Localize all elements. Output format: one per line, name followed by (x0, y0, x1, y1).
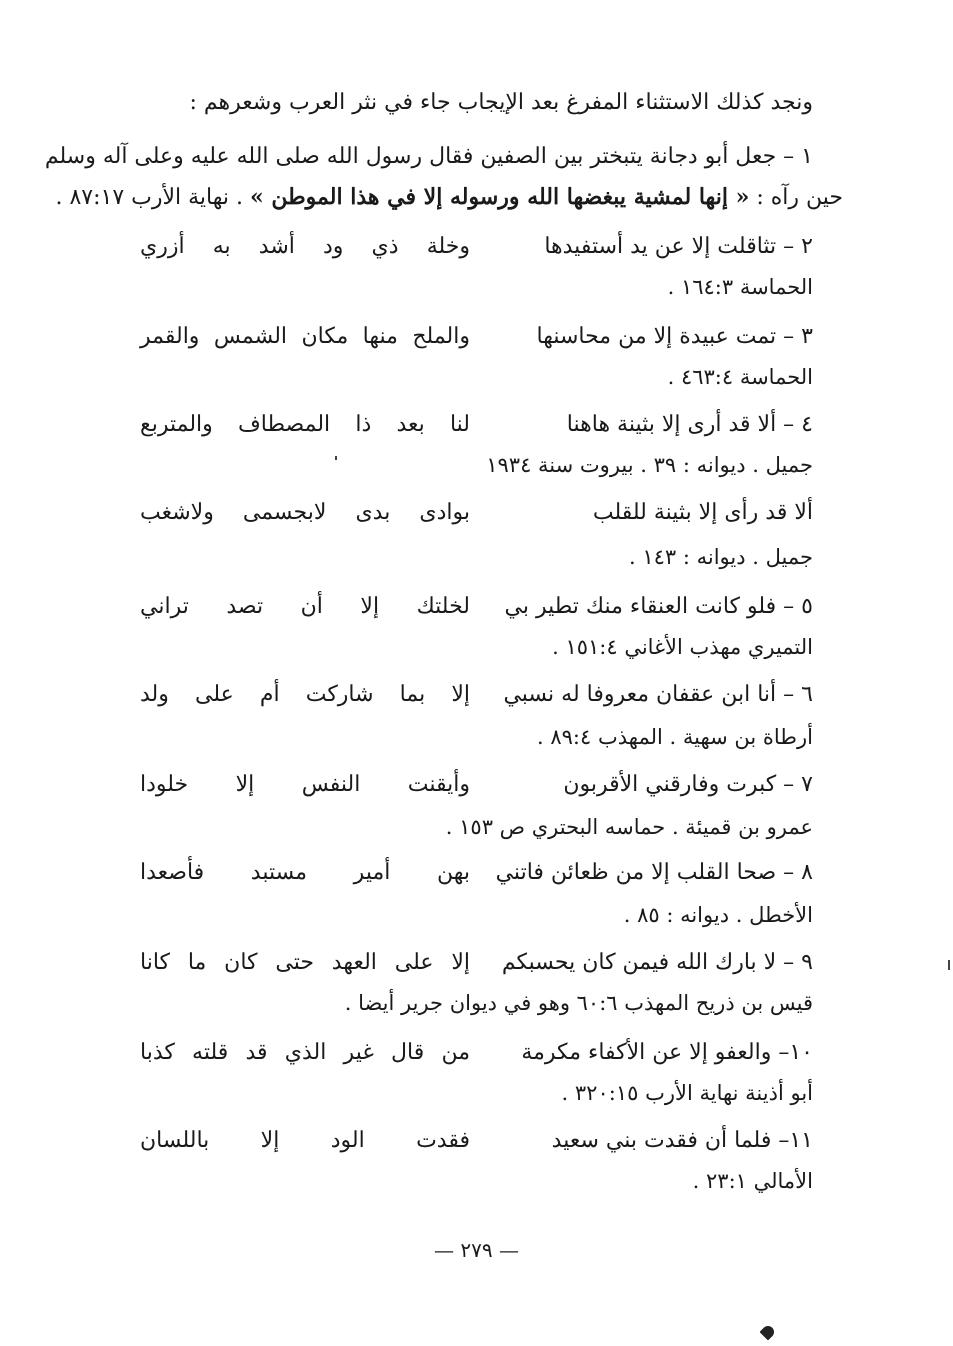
verse-source: الحماسة ٤٦٣:٤ . (667, 365, 813, 389)
verse-source: الأخطل . ديوانه : ٨٥ . (623, 903, 813, 927)
verse-second-hemistich: لنا بعد ذا المصطاف والمتربع (140, 412, 470, 437)
page-number: — ٢٧٩ — (434, 1238, 519, 1262)
item-1-hadith-quote: « إنها لمشية يبغضها الله ورسوله إلا في هذا الموطن » (250, 184, 750, 210)
verse-first-hemistich: ٤ – ألا قد أرى إلا بثينة هاهنا (566, 412, 813, 437)
verse-first-hemistich: ٥ – فلو كانت العنقاء منك تطير بي (504, 594, 813, 619)
verse-source: قيس بن ذريح المهذب ٦٠:٦ وهو في ديوان جرير أيضا . (344, 991, 813, 1015)
verse-second-hemistich: إلا بما شاركت أم على ولد (140, 682, 470, 707)
verse-line (140, 496, 813, 530)
verse-source: جميل . ديوانه : ٣٩ . بيروت سنة ١٩٣٤ (486, 453, 813, 477)
verse-second-hemistich: فقدت الود إلا باللسان (140, 1128, 470, 1153)
verse-second-hemistich: والملح منها مكان الشمس والقمر (140, 324, 470, 349)
verse-source: جميل . ديوانه : ١٤٣ . (628, 545, 813, 569)
verse-line (140, 1124, 813, 1158)
verse-first-hemistich: ٢ – تثاقلت إلا عن يد أستفيدها (544, 234, 813, 259)
verse-first-hemistich: ١٠– والعفو إلا عن الأكفاء مكرمة (521, 1040, 813, 1065)
verse-second-hemistich: بهن أمير مستبد فأصعدا (140, 860, 470, 885)
verse-second-hemistich: من قال غير الذي قد قلته كذبا (140, 1040, 470, 1065)
verse-first-hemistich: ٩ – لا بارك الله فيمن كان يحسبكم (501, 950, 813, 975)
ornament-mark (760, 1324, 777, 1341)
verse-line (140, 590, 813, 624)
verse-line (140, 768, 813, 802)
item-1-line-1: ١ – جعل أبو دجانة يتبختر بين الصفين فقال رسول الله صلى الله عليه وعلى آله وسلم (44, 144, 813, 169)
verse-source: الأمالي ٢٣:١ . (692, 1169, 813, 1193)
verse-first-hemistich: ألا قد رأى إلا بثينة للقلب (592, 500, 813, 525)
verse-source: الحماسة ١٦٤:٣ . (667, 275, 813, 299)
verse-line (140, 678, 813, 712)
verse-line (140, 408, 813, 442)
item-1-line-2 (55, 182, 843, 213)
verse-line (140, 1036, 813, 1070)
verse-line (140, 856, 813, 890)
verse-line (140, 946, 813, 980)
verse-first-hemistich: ٦ – أنا ابن عقفان معروفا له نسبي (503, 682, 813, 707)
intro-line: ونجد كذلك الاستثناء المفرغ بعد الإيجاب جاء في نثر العرب وشعرهم : (189, 90, 813, 115)
verse-second-hemistich: وخلة ذي ود أشد به أزري (140, 234, 470, 259)
verse-first-hemistich: ٨ – صحا القلب إلا من ظعائن فاتني (495, 860, 813, 885)
verse-source: التميري مهذب الأغاني ١٥١:٤ . (552, 635, 813, 659)
scan-speck (335, 456, 337, 460)
verse-line (140, 230, 813, 264)
verse-first-hemistich: ٣ – تمت عبيدة إلا من محاسنها (536, 324, 813, 349)
verse-second-hemistich: بوادى بدى لابجسمى ولاشغب (140, 500, 470, 525)
verse-first-hemistich: ١١– فلما أن فقدت بني سعيد (551, 1128, 813, 1153)
verse-second-hemistich: لخلتك إلا أن تصد تراني (140, 594, 470, 619)
verse-second-hemistich: وأيقنت النفس إلا خلودا (140, 772, 470, 797)
verse-source: عمرو بن قميئة . حماسه البحتري ص ١٥٣ . (445, 815, 813, 839)
scan-speck (948, 960, 950, 970)
verse-source: أرطاة بن سهية . المهذب ٨٩:٤ . (537, 725, 813, 749)
verse-source: أبو أذينة نهاية الأرب ٣٢٠:١٥ . (561, 1081, 813, 1105)
item-1-reference: . نهاية الأرب ٨٧:١٧ . (55, 185, 244, 210)
verse-second-hemistich: إلا على العهد حتى كان ما كانا (140, 950, 470, 975)
verse-first-hemistich: ٧ – كبرت وفارقني الأقربون (563, 772, 813, 797)
item-1-prefix: حين رآه : (756, 185, 843, 210)
verse-line (140, 320, 813, 354)
